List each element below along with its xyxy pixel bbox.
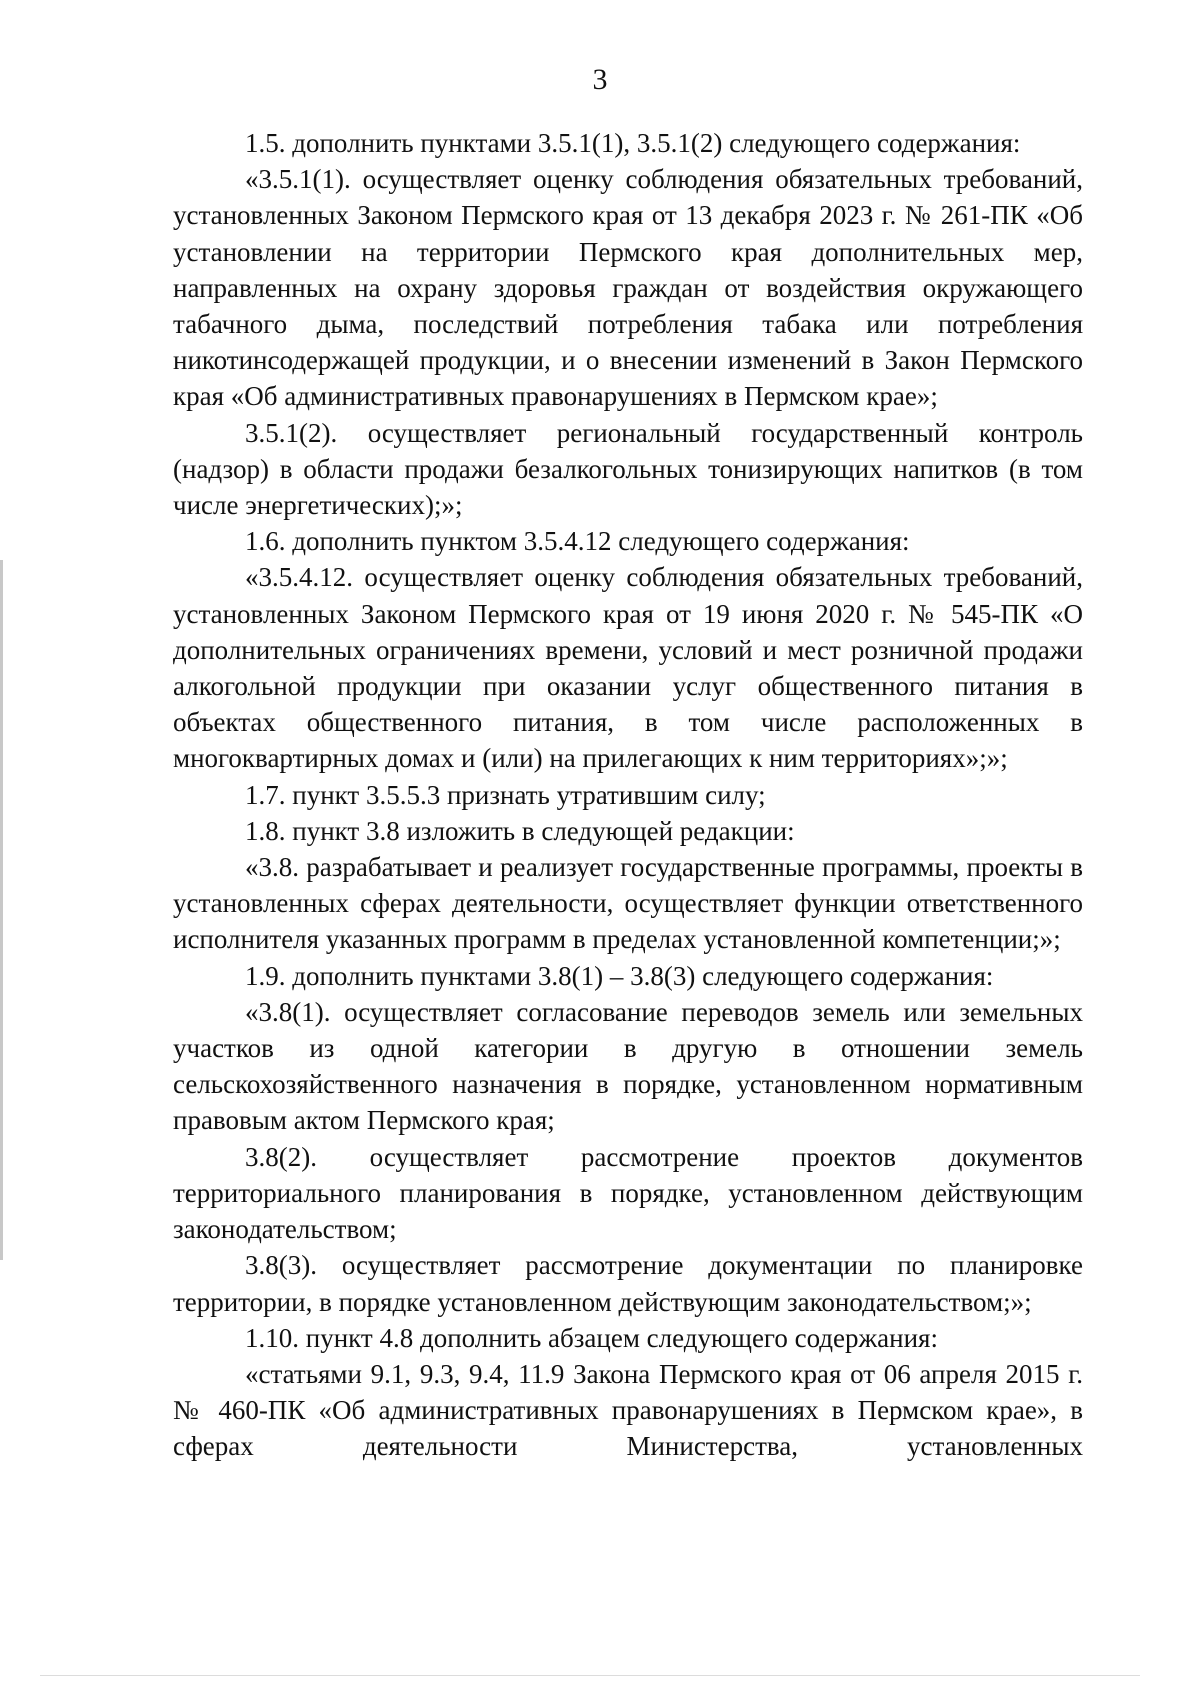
page-number: 3 xyxy=(592,63,608,96)
paragraph-1-5: 1.5. дополнить пунктами 3.5.1(1), 3.5.1(2) следующего содержания: xyxy=(245,128,1021,158)
paragraph-1-8: 1.8. пункт 3.8 изложить в следующей редакции: xyxy=(245,815,795,846)
paragraph-1-7: 1.7. пункт 3.5.5.3 признать утратившим силу; xyxy=(245,779,766,810)
paragraph-3-5-1-2: 3.5.1(2). осуществляет региональный государственный контроль (надзор) в области продажи безалкогольных тонизирующих напитков (в том числе энергетических);»; xyxy=(173,417,1083,521)
scan-edge-shadow xyxy=(0,560,3,1260)
paragraph-1-9: 1.9. дополнить пунктами 3.8(1) – 3.8(3) следующего содержания: xyxy=(245,960,994,991)
paragraph-1-10: 1.10. пункт 4.8 дополнить абзацем следующего содержания: xyxy=(245,1322,938,1353)
paragraph-3-8-3: 3.8(3). осуществляет рассмотрение документации по планировке территории, в порядке установленном действующим законодательством;»; xyxy=(173,1250,1083,1317)
paragraph-3-5-4-12: «3.5.4.12. осуществляет оценку соблюдения обязательных требований, установленных Законом Пермского края от 19 июня 2020 г. № 545-ПК «О дополнительных ограничениях времени, условий и мест розничной продажи алкогольной продукции при оказании услуг общественного питания в объектах общественного питания, в том числе расположенных в многоквартирных домах и (или) на прилегающих к ним территориях»;»; xyxy=(173,562,1083,774)
document-body xyxy=(173,125,1083,1465)
paragraph-3-8-1: «3.8(1). осуществляет согласование переводов земель или земельных участков из одной категории в другую в отношении земель сельскохозяйственного назначения в порядке, установленном нормативным правовым актом Пермского края; xyxy=(173,996,1083,1136)
scan-bottom-edge xyxy=(40,1675,1140,1676)
paragraph-1-6: 1.6. дополнить пунктом 3.5.4.12 следующего содержания: xyxy=(245,526,910,557)
paragraph-3-8: «3.8. разрабатывает и реализует государственные программы, проекты в установленных сферах деятельности, осуществляет функции ответственного исполнителя указанных программ в пределах установленной компетенции;»; xyxy=(173,852,1083,955)
paragraph-3-5-1-1: «3.5.1(1). осуществляет оценку соблюдения обязательных требований, установленных Законом Пермского края от 13 декабря 2023 г. № 261-ПК «Об установлении на территории Пермского края дополнительных мер, направленных на охрану здоровья граждан от воздействия окружающего табачного дыма, последствий потребления табака или потребления никотинсодержащей продукции, и о внесении изменений в Закон Пермского края «Об административных правонарушениях в Пермском крае»; xyxy=(173,164,1083,412)
paragraph-4-8-addition: «статьями 9.1, 9.3, 9.4, 11.9 Закона Пермского края от 06 апреля 2015 г. № 460-ПК «Об административных правонарушениях в Пермском крае», в сферах деятельности Министерства, установленных xyxy=(173,1358,1083,1462)
paragraph-3-8-2: 3.8(2). осуществляет рассмотрение проектов документов территориального планирования в порядке, установленном действующим законодательством; xyxy=(173,1141,1083,1245)
